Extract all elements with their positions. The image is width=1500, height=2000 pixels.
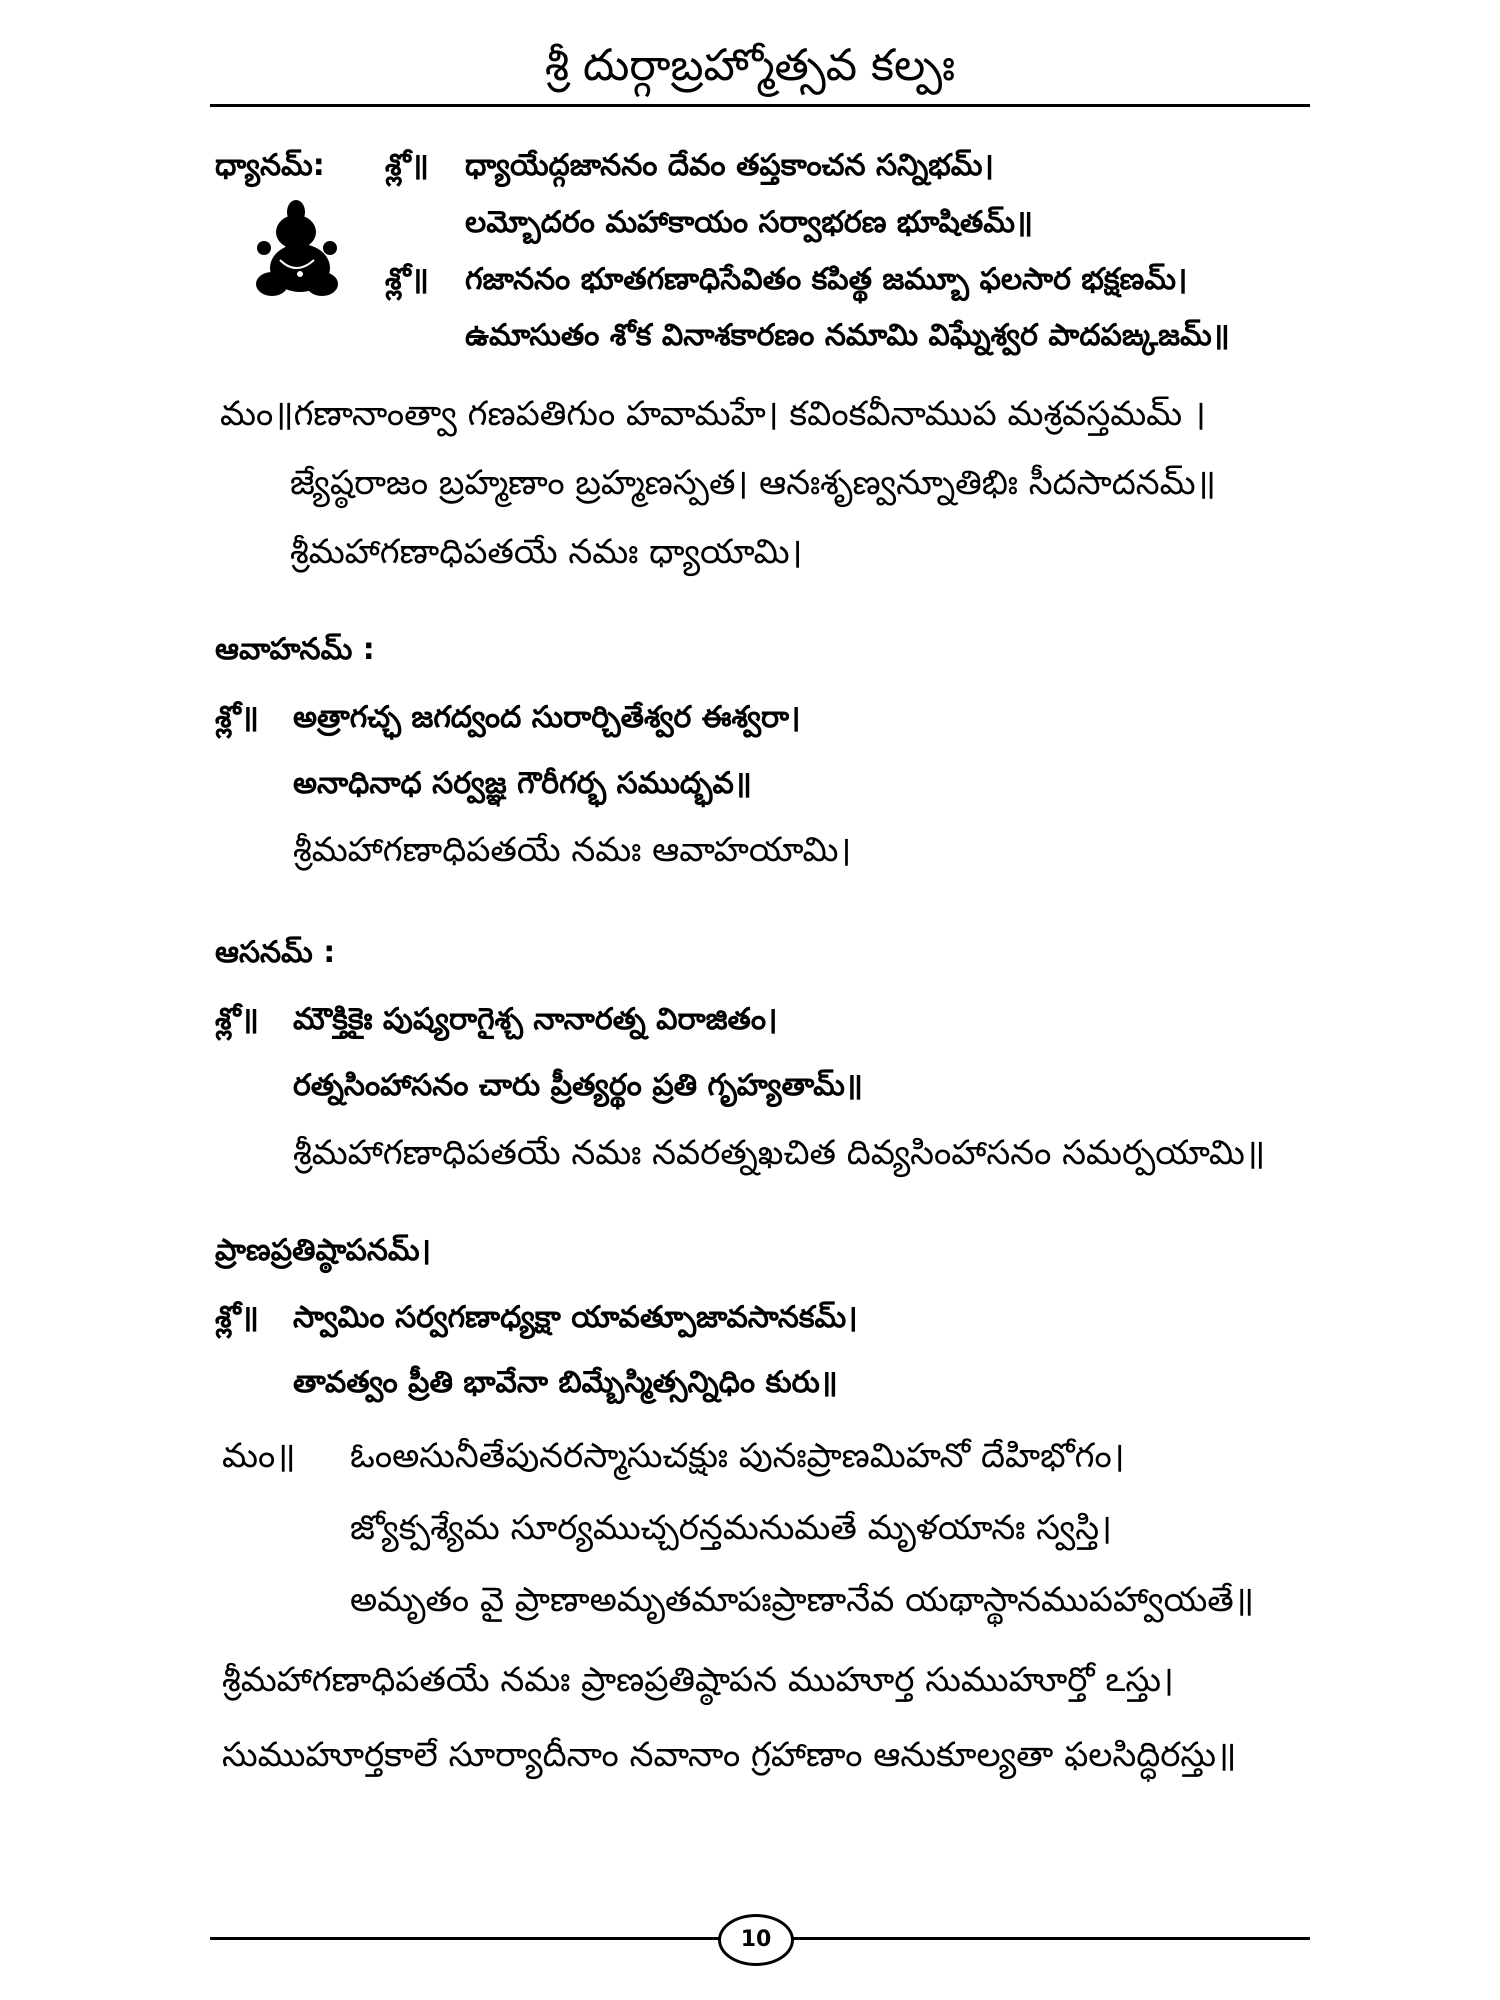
mantra-line: శ్రీమహాగణాధిపతయే నమః ఆవాహయామి। [293, 830, 852, 870]
mantra-line: జ్యేష్ఠరాజం బ్రహ్మణాం బ్రహ్మణస్పత। ఆనఃశృణ్వన్నూతిభిః సీదసాదనమ్॥ [290, 463, 1216, 503]
verse-marker: శ్లో॥ [215, 1300, 259, 1335]
verse-line: అత్రాగచ్ఛ జగద్వంద సురార్చితేశ్వర ఈశ్వరా। [293, 700, 801, 735]
verse-line: అనాధినాధ సర్వజ్ఞ గౌరీగర్భ సముద్భవ॥ [293, 766, 752, 801]
verse-line: మౌక్తికైః పుష్యరాగైశ్చ నానారత్న విరాజితం। [293, 1002, 778, 1037]
verse-line: లమ్బోదరం మహాకాయం సర్వాభరణ భూషితమ్॥ [465, 205, 1033, 240]
ganesha-illustration [250, 190, 342, 300]
mantra-line: శ్రీమహాగణాధిపతయే నమః నవరత్నఖచిత దివ్యసింహాసనం సమర్పయామి॥ [293, 1133, 1266, 1173]
section-heading-pranapratishtha: ప్రాణప్రతిష్ఠాపనమ్। [215, 1233, 431, 1268]
verse-line: గజాననం భూతగణాధిసేవితం కపిత్థ జమ్బూ ఫలసార భక్షణమ్। [465, 262, 1188, 297]
verse-line: ఉమాసుతం శోక వినాశకారణం నమామి విఘ్నేశ్వర పాదపఙ్కజమ్॥ [465, 318, 1230, 353]
section-heading-avahanam: ఆవాహనమ్ : [215, 632, 375, 667]
mantra-line: జ్యోక్పశ్యేమ సూర్యముచ్చరన్తమనుమతే మృళయానః స్వస్తి। [350, 1508, 1112, 1548]
verse-line: తావత్వం ప్రీతి భావేనా బిమ్బేస్మిత్సన్నిధిం కురు॥ [293, 1365, 838, 1400]
section-heading-asanam: ఆసనమ్ : [215, 935, 336, 970]
mantra-line: మం॥గణానాంత్వా గణపతిగుం హవామహే। కవింకవీనాముప మశ్రవస్తమమ్ । [220, 394, 1206, 434]
header-rule [210, 104, 1310, 107]
verse-marker: శ్లో॥ [385, 262, 429, 297]
verse-marker: శ్లో॥ [215, 1002, 259, 1037]
page-header-title: శ్రీ దుర్గాబ్రహ్మోత్సవ కల్పః [544, 40, 956, 91]
mantra-line: ఓంఅసునీతేపునరస్మాసుచక్షుః పునఃప్రాణమిహనో దేహిభోగం। [350, 1436, 1125, 1476]
verse-line: రత్నసింహాసనం చారు ప్రీత్యర్థం ప్రతి గృహ్యతామ్॥ [293, 1068, 863, 1103]
mantra-line: శ్రీమహాగణాధిపతయే నమః ధ్యాయామి। [290, 532, 803, 572]
verse-marker: శ్లో॥ [385, 148, 429, 183]
closing-line: సుముహూర్తకాలే సూర్యాదీనాం నవానాం గ్రహాణాం ఆనుకూల్యతా ఫలసిద్ధిరస్తు॥ [222, 1735, 1237, 1775]
closing-line: శ్రీమహాగణాధిపతయే నమః ప్రాణప్రతిష్ఠాపన ముహూర్త సుముహూర్తో ఽస్తు। [222, 1660, 1174, 1700]
verse-marker: శ్లో॥ [215, 700, 259, 735]
verse-line: స్వామిం సర్వగణాధ్యక్షా యావత్పూజావసానకమ్। [293, 1300, 858, 1335]
section-heading-dhyanam: ధ్యానమ్: [215, 148, 325, 183]
mantra-line: అమృతం వై ప్రాణాఅమృతమాపఃప్రాణానేవ యథాస్థానముపహ్వాయతే॥ [350, 1580, 1255, 1620]
page-number: 10 [718, 1914, 794, 1966]
mantra-label: మం॥ [222, 1436, 296, 1476]
verse-line: ధ్యాయేద్గజాననం దేవం తప్తకాంచన సన్నిభమ్। [465, 148, 994, 183]
